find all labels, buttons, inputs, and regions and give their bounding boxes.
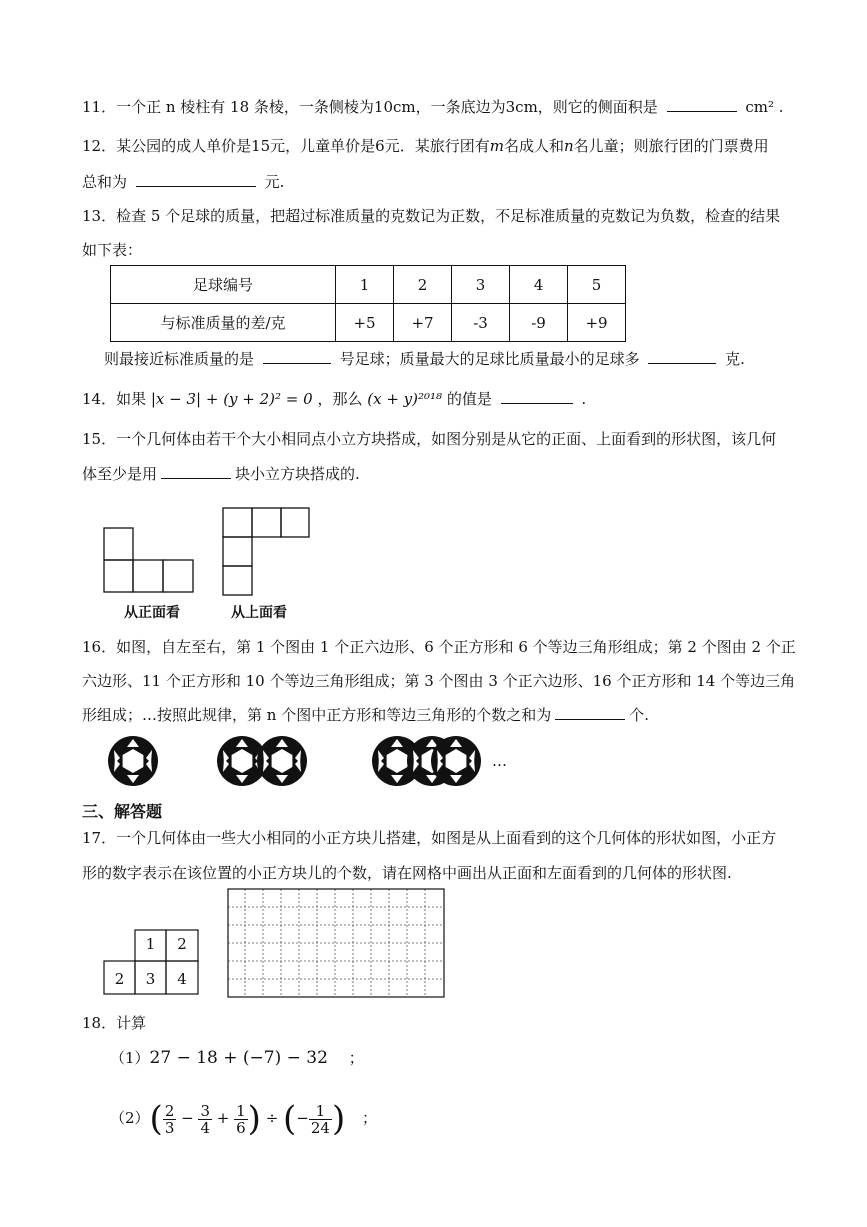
q18-part1 <box>110 1048 364 1068</box>
q13-text-b: 号足球；质量最大的足球比质量最小的足球多 <box>339 350 640 368</box>
table-cell: -3 <box>452 304 510 342</box>
paren-close: ) <box>247 1099 261 1139</box>
q12-line1 <box>82 136 769 156</box>
section-heading: 三、解答题 <box>82 802 163 821</box>
q18-p1-label: （1） <box>110 1049 150 1067</box>
q14-expr2: (x + y)²⁰¹⁸ <box>367 390 443 408</box>
q18-p2-label: （2） <box>110 1109 150 1127</box>
q15-top-view-figure <box>222 507 310 597</box>
q14-end: . <box>581 390 587 408</box>
q14-text-b: ，那么 <box>317 390 363 408</box>
table-cell: -9 <box>510 304 568 342</box>
q12-var-n: n <box>563 137 574 155</box>
q14-answer-blank[interactable] <box>501 389 573 404</box>
table-row <box>111 266 626 304</box>
q13-after <box>104 349 745 369</box>
q15-line2 <box>82 464 360 484</box>
fraction: $\frac{1}{24}$ <box>310 1101 330 1137</box>
q13-text-c: 克. <box>725 350 745 368</box>
q18-p2-end: ； <box>362 1109 378 1127</box>
q14-text-c: 的值是 <box>446 390 492 408</box>
q17-top-view-grid <box>103 929 199 995</box>
pattern-figure-1 <box>108 736 158 786</box>
q16-ellipsis: … <box>492 752 507 770</box>
pattern-figure-2 <box>217 736 307 786</box>
paren-open: ( <box>283 1099 297 1139</box>
grid-cell: 4 <box>177 970 187 988</box>
grid-cell: 1 <box>145 935 156 953</box>
q11-unit: cm² <box>745 98 774 116</box>
pattern-figure-3 <box>372 736 481 786</box>
q12-text-c: 名儿童；则旅行团的门票费用 <box>573 137 769 155</box>
q15-line1: 15．一个几何体由若干个大小相同点小立方块搭成，如图分别是从它的正面、上面看到的形状图，该几何 <box>82 430 777 448</box>
q13-table <box>110 265 626 342</box>
q18-part2: （2）( $\frac{2}{3}$ − $\frac{3}{4}$ + $\frac{1}{6}$ ) ÷ (− $\frac{1}{24}$ ) ； <box>110 1099 378 1139</box>
paren-close: ) <box>331 1099 346 1139</box>
q15-caption-top: 从上面看 <box>231 605 287 621</box>
grid-cell: 2 <box>177 935 187 953</box>
q11-line <box>82 97 784 117</box>
q12-line2 <box>82 172 284 192</box>
q12-answer-blank[interactable] <box>136 172 256 187</box>
fraction: $\frac{3}{4}$ <box>200 1101 211 1137</box>
q16-text-a: 形组成；…按照此规律，第 n 个图中正方形和等边三角形的个数之和为 <box>82 706 552 724</box>
q12-text-e: 元. <box>264 173 285 191</box>
q16-text-b: 个. <box>629 706 649 724</box>
q14-expr1: |x − 3| + (y + 2)² = 0 <box>150 390 313 408</box>
q13-answer-blank-1[interactable] <box>263 349 331 364</box>
grid-cell: 2 <box>114 970 125 988</box>
q12-var-m: m <box>489 137 504 155</box>
q18-p1-expr: 27 − 18 + (−7) − 32 <box>149 1048 328 1068</box>
table-cell: 2 <box>394 266 452 304</box>
paren-open: ( <box>149 1099 163 1139</box>
q16-line3 <box>82 705 649 725</box>
table-cell: 足球编号 <box>111 266 336 304</box>
q15-caption-front: 从正面看 <box>124 605 180 621</box>
q13-answer-blank-2[interactable] <box>648 349 716 364</box>
q17-line1: 17．一个几何体由一些大小相同的小正方块儿搭建，如图是从上面看到的这个几何体的形状如图，小正方 <box>82 829 777 847</box>
q15-text-a: 体至少是用 <box>82 465 158 483</box>
q16-answer-blank[interactable] <box>555 705 625 720</box>
q11-answer-blank[interactable] <box>667 97 737 112</box>
table-cell: +9 <box>568 304 626 342</box>
table-row <box>111 304 626 342</box>
q16-line2: 六边形、11 个正方形和 10 个等边三角形组成；第 3 个图由 3 个正六边形、16 个正方形和 14 个等边三角 <box>82 672 796 690</box>
q11-text: 11．一个正 n 棱柱有 18 条棱，一条侧棱为10cm，一条底边为3cm，则它的侧面积是 <box>82 98 658 116</box>
fraction: $\frac{1}{6}$ <box>236 1101 246 1137</box>
q15-front-view-figure <box>103 527 195 593</box>
table-cell: 3 <box>452 266 510 304</box>
grid-cell: 3 <box>145 970 156 988</box>
q13-text-a: 则最接近标准质量的是 <box>104 350 255 368</box>
q12-text-d: 总和为 <box>82 173 128 191</box>
table-cell: +7 <box>394 304 452 342</box>
q16-pattern-figures <box>104 735 484 787</box>
q13-line1: 13．检查 5 个足球的质量，把超过标准质量的克数记为正数，不足标准质量的克数记为负数，检查的结果 <box>82 207 781 225</box>
q15-answer-blank[interactable] <box>161 464 231 479</box>
q17-line2: 形的数字表示在该位置的小正方块儿的个数，请在网格中画出从正面和左面看到的几何体的形状图. <box>82 864 732 882</box>
table-cell: 5 <box>568 266 626 304</box>
q12-text-b: 名成人和 <box>503 137 564 155</box>
table-cell: +5 <box>336 304 394 342</box>
q14-line <box>82 389 586 409</box>
table-cell: 4 <box>510 266 568 304</box>
q15-text-b: 块小立方块搭成的. <box>235 465 360 483</box>
q18-p1-end: ； <box>348 1049 364 1067</box>
table-cell: 与标准质量的差/克 <box>111 304 336 342</box>
fraction: $\frac{2}{3}$ <box>164 1101 175 1137</box>
q12-text-a: 12．某公园的成人单价是15元，儿童单价是6元．某旅行团有 <box>82 137 490 155</box>
q13-line2: 如下表： <box>82 241 143 259</box>
q18-title: 18．计算 <box>82 1014 147 1032</box>
q16-line1: 16．如图，自左至右，第 1 个图由 1 个正六边形、6 个正方形和 6 个等边三角形组成；第 2 个图由 2 个正 <box>82 638 796 656</box>
q11-end: . <box>778 98 784 116</box>
q17-drawing-grid[interactable] <box>227 888 445 998</box>
q14-text-a: 14．如果 <box>82 390 147 408</box>
table-cell: 1 <box>336 266 394 304</box>
